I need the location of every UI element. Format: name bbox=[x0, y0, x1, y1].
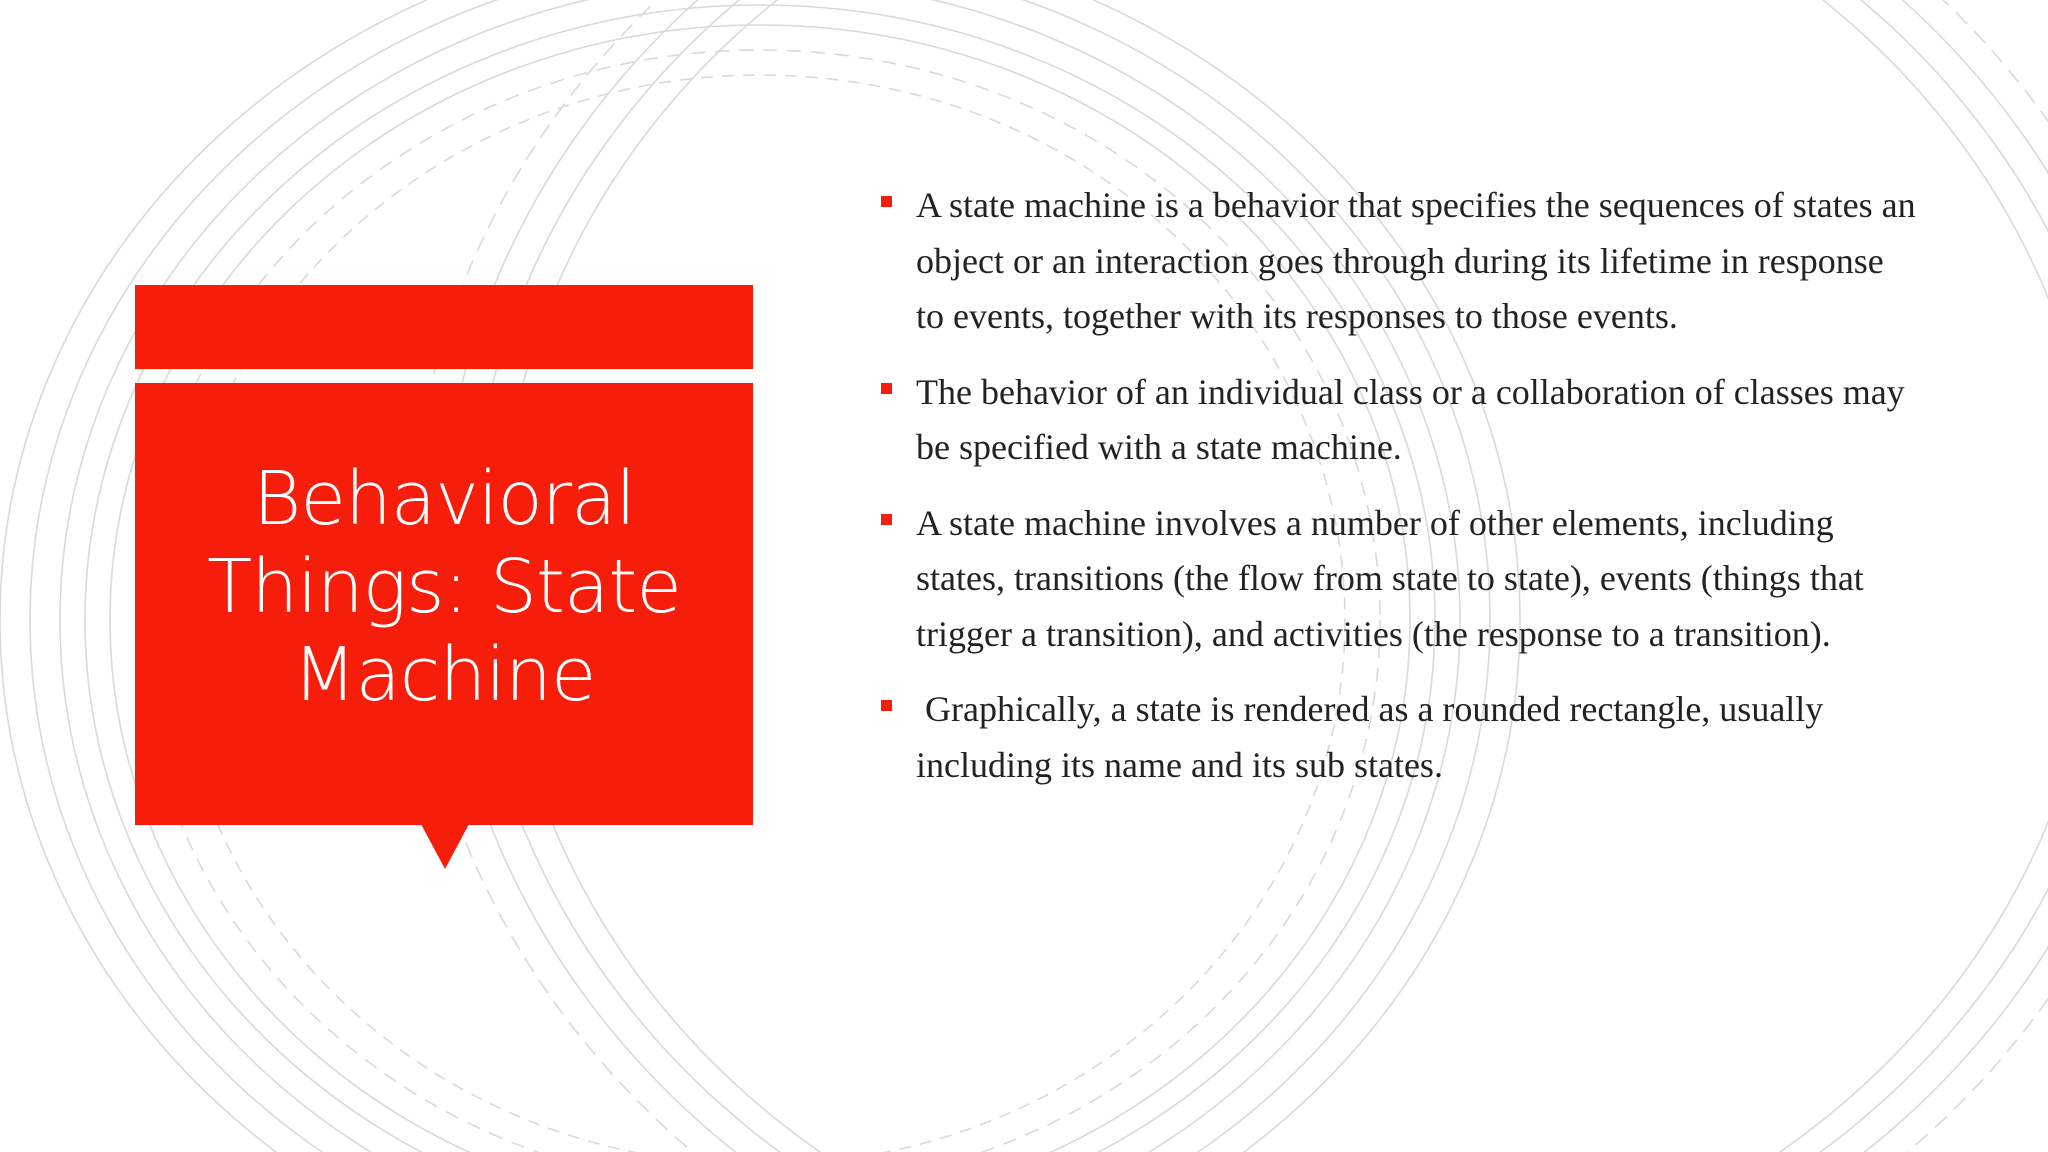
square-bullet-icon bbox=[881, 700, 892, 711]
bullet-list bbox=[878, 178, 1918, 813]
bullet-text: Graphically, a state is rendered as a rounded rectangle, usually including its name and its sub states. bbox=[916, 689, 1833, 785]
square-bullet-icon bbox=[881, 383, 892, 394]
bullet-text: A state machine is a behavior that specifies the sequences of states an object or an interaction goes through during its lifetime in response to events, together with its responses to those events. bbox=[916, 185, 1916, 336]
callout-pointer bbox=[421, 824, 469, 869]
slide-title: Behavioral Things: State Machine bbox=[207, 456, 681, 718]
square-bullet-icon bbox=[881, 196, 892, 207]
bullet-item bbox=[878, 682, 1918, 793]
square-bullet-icon bbox=[881, 514, 892, 525]
title-callout bbox=[135, 383, 753, 825]
bullet-item bbox=[878, 178, 1918, 345]
bullet-item bbox=[878, 365, 1918, 476]
bullet-text: The behavior of an individual class or a collaboration of classes may be specified with a state machine. bbox=[916, 371, 1905, 467]
title-header-band bbox=[135, 285, 753, 369]
bullet-text: A state machine involves a number of other elements, including states, transitions (the flow from state to state), events (things that trigger a transition), and activities (the response to a transition). bbox=[916, 502, 1864, 654]
bullet-item bbox=[878, 496, 1918, 663]
